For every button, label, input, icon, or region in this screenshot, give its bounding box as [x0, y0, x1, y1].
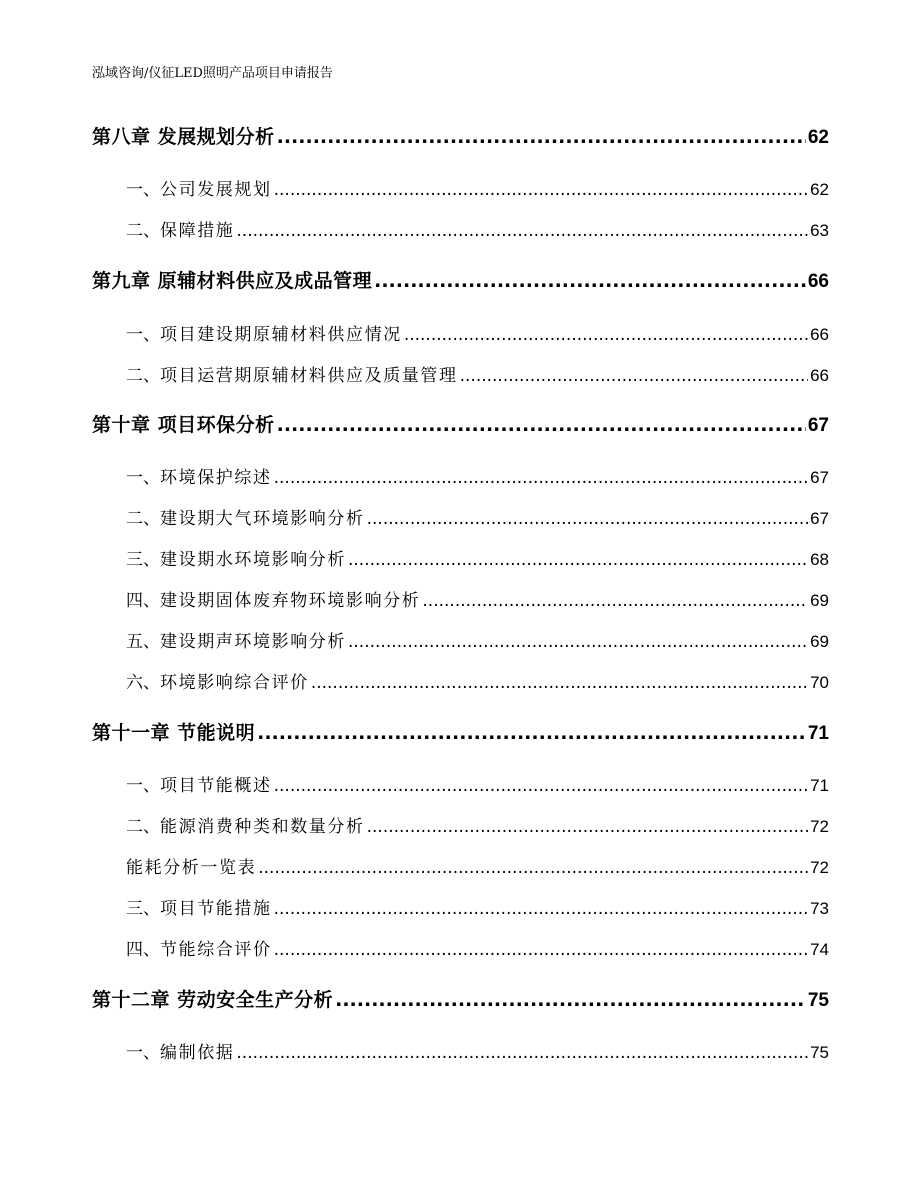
toc-dot-leader [277, 126, 806, 148]
toc-dot-leader [277, 414, 806, 436]
toc-page-number: 74 [810, 940, 829, 959]
toc-section-entry[interactable] [126, 1038, 829, 1063]
toc-entry-number: 四、 [126, 940, 160, 960]
toc-dot-leader [311, 673, 808, 693]
toc-entry-title: 编制依据 [160, 1043, 235, 1063]
toc-page-number: 66 [810, 325, 829, 344]
toc-entry-number: 三、 [126, 550, 160, 570]
toc-section-entry[interactable] [126, 216, 829, 241]
toc-entry-title: 保障措施 [160, 221, 235, 241]
toc-entry-title: 第八章 发展规划分析 [92, 126, 275, 148]
toc-section-entry[interactable] [126, 771, 829, 796]
toc-dot-leader [422, 591, 808, 611]
toc-entry-title: 节能综合评价 [160, 940, 272, 960]
toc-page-number: 69 [810, 632, 829, 651]
toc-dot-leader [236, 221, 808, 241]
toc-chapter-entry[interactable] [92, 718, 829, 745]
toc-page-number: 73 [810, 899, 829, 918]
toc-section-entry[interactable] [126, 586, 829, 611]
toc-page-number: 62 [810, 180, 829, 199]
toc-section-entry[interactable] [126, 627, 829, 652]
toc-section-entry[interactable] [126, 320, 829, 345]
toc-page-number: 67 [810, 509, 829, 528]
toc-dot-leader [460, 366, 808, 386]
toc-entry-number: 六、 [126, 673, 160, 693]
toc-dot-leader [274, 180, 808, 200]
toc-entry-number: 二、 [126, 221, 160, 241]
toc-section-entry[interactable] [126, 463, 829, 488]
toc-page-number: 70 [810, 673, 829, 692]
toc-dot-leader [236, 1043, 808, 1063]
toc-dot-leader [348, 632, 808, 652]
toc-page-number: 71 [810, 776, 829, 795]
toc-entry-title: 公司发展规划 [160, 180, 272, 200]
toc-dot-leader [367, 509, 808, 529]
toc-page-number: 72 [810, 817, 829, 836]
toc-entry-title: 第九章 原辅材料供应及成品管理 [92, 270, 373, 292]
toc-section-entry[interactable] [126, 504, 829, 529]
toc-entry-number: 四、 [126, 591, 160, 611]
toc-page-number: 67 [807, 415, 829, 436]
toc-page-number: 75 [807, 990, 829, 1011]
toc-dot-leader [348, 550, 808, 570]
toc-entry-title: 项目节能概述 [160, 776, 272, 796]
toc-dot-leader [374, 270, 806, 292]
toc-entry-number: 一、 [126, 180, 160, 200]
toc-entry-number: 一、 [126, 325, 160, 345]
toc-page-number: 72 [810, 858, 829, 877]
toc-page-number: 63 [810, 221, 829, 240]
toc-entry-title: 项目运营期原辅材料供应及质量管理 [160, 366, 458, 386]
toc-entry-title: 第十一章 节能说明 [92, 722, 256, 744]
toc-dot-leader [274, 468, 808, 488]
toc-entry-title: 能源消费种类和数量分析 [160, 817, 365, 837]
toc-page-number: 75 [810, 1043, 829, 1062]
toc-entry-number: 二、 [126, 817, 160, 837]
toc-entry-title: 项目建设期原辅材料供应情况 [160, 325, 402, 345]
toc-entry-title: 建设期固体废弃物环境影响分析 [160, 591, 421, 611]
toc-entry-title: 建设期水环境影响分析 [160, 550, 346, 570]
toc-entry-number: 二、 [126, 366, 160, 386]
toc-section-entry[interactable] [126, 812, 829, 837]
toc-page-number: 67 [810, 468, 829, 487]
toc-dot-leader [258, 858, 808, 878]
toc-entry-number: 二、 [126, 509, 160, 529]
toc-page-number: 69 [810, 591, 829, 610]
toc-dot-leader [404, 325, 808, 345]
toc-dot-leader [367, 817, 808, 837]
toc-entry-number: 三、 [126, 899, 160, 919]
toc-entry-title: 建设期大气环境影响分析 [160, 509, 365, 529]
toc-entry-number: 一、 [126, 776, 160, 796]
toc-section-entry[interactable] [126, 935, 829, 960]
toc-dot-leader [274, 776, 808, 796]
toc-section-entry[interactable] [126, 853, 829, 878]
running-header: 泓域咨询/仪征LED照明产品项目申请报告 [92, 66, 333, 81]
toc-chapter-entry[interactable] [92, 410, 829, 437]
toc-entry-title: 第十章 项目环保分析 [92, 414, 275, 436]
toc-entry-title: 环境影响综合评价 [160, 673, 309, 693]
toc-section-entry[interactable] [126, 545, 829, 570]
toc-entry-title: 建设期声环境影响分析 [160, 632, 346, 652]
toc-chapter-entry[interactable] [92, 985, 829, 1012]
toc-dot-leader [335, 989, 806, 1011]
toc-page-number: 66 [807, 271, 829, 292]
toc-page-number: 66 [810, 366, 829, 385]
toc-entry-number: 五、 [126, 632, 160, 652]
toc-entry-number: 一、 [126, 1043, 160, 1063]
toc-page-number: 71 [807, 723, 829, 744]
toc-page-number: 62 [807, 127, 829, 148]
toc-dot-leader [257, 722, 806, 744]
toc-dot-leader [274, 940, 808, 960]
toc-entry-title: 环境保护综述 [160, 468, 272, 488]
toc-chapter-entry[interactable] [92, 266, 829, 293]
toc-entry-title: 项目节能措施 [160, 899, 272, 919]
toc-chapter-entry[interactable] [92, 122, 829, 149]
toc-section-entry[interactable] [126, 175, 829, 200]
toc-entry-number: 一、 [126, 468, 160, 488]
toc-entry-title: 能耗分析一览表 [126, 858, 257, 878]
toc-section-entry[interactable] [126, 894, 829, 919]
toc-dot-leader [274, 899, 808, 919]
toc-entry-title: 第十二章 劳动安全生产分析 [92, 989, 334, 1011]
toc-section-entry[interactable] [126, 361, 829, 386]
toc-section-entry[interactable] [126, 668, 829, 693]
toc-page-number: 68 [810, 550, 829, 569]
